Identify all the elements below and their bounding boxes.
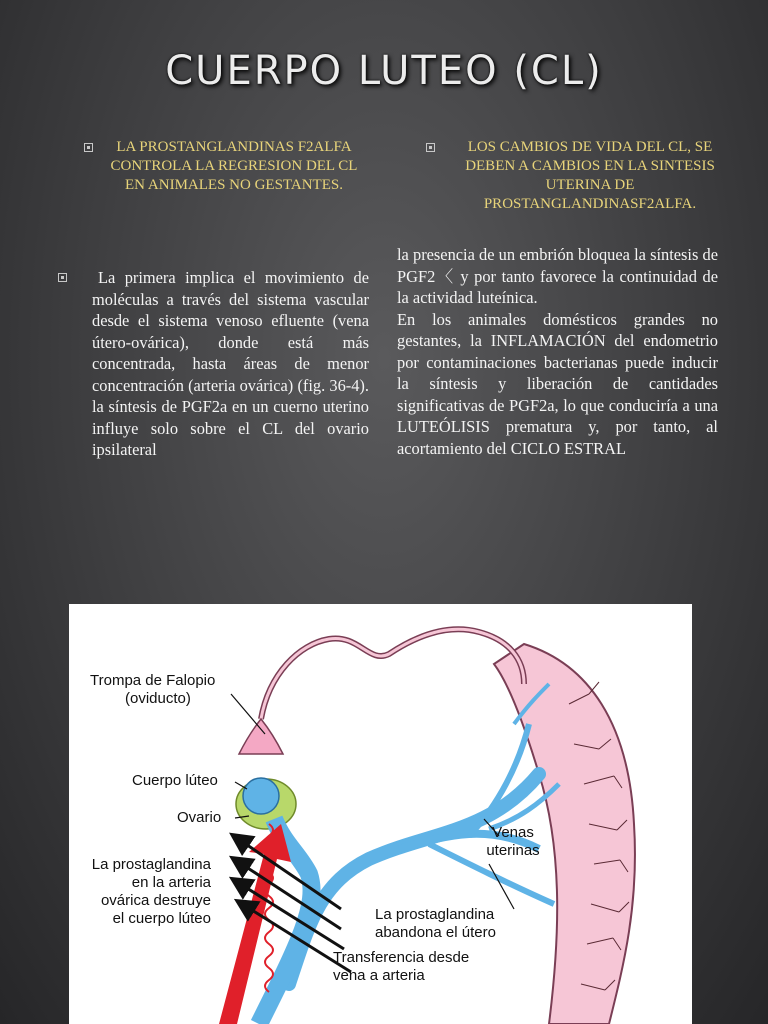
label-venas-line2: uterinas xyxy=(486,842,540,859)
label-abandona-line1: La prostaglandina xyxy=(375,906,495,923)
label-prosta-line1: La prostaglandina xyxy=(91,856,211,873)
label-ovario: Ovario xyxy=(177,809,222,826)
right-paragraph xyxy=(397,244,718,459)
label-abandona-utero xyxy=(375,906,496,942)
right-paragraph-1: la presencia de un embrión bloquea la síntesis de PGF2〈 y por tanto favorece la continuidad de la actividad luteínica. xyxy=(397,245,718,307)
slide-title: CUERPO LUTEO (CL) xyxy=(165,48,603,94)
label-prosta-line3: ovárica destruye xyxy=(100,892,211,909)
left-paragraph: La primera implica el movimiento de moléculas a través del sistema vascular desde el sistema venoso efluente (vena útero-ovárica), donde está más concentrada, hasta áreas de menor concentración (arteria ovárica) (fig. 36-4). la síntesis de PGF2a en un cuerno uterino influye solo sobre el CL del ovario ipsilateral xyxy=(92,268,369,459)
label-venas-uterinas xyxy=(478,824,548,860)
bullet-right-text: LOS CAMBIOS DE VIDA DEL CL, SE DEBEN A CAMBIOS EN LA SINTESIS UTERINA DE PROSTANGLANDINASF2ALFA. xyxy=(465,139,715,212)
right-paragraph-2: En los animales domésticos grandes no gestantes, la INFLAMACIÓN del endometrio por contaminaciones bacterianas puede inducir la síntesis y liberación de cantidades significativas de PGF2a, lo que conduciría a una LUTEÓLISIS prematura y, por tanto, al acortamiento del CICLO ESTRAL xyxy=(397,309,718,458)
corpus-luteum-shape xyxy=(243,778,279,814)
bullet-left-text: LA PROSTANGLANDINAS F2ALFA CONTROLA LA REGRESION DEL CL EN ANIMALES NO GESTANTES. xyxy=(110,139,358,193)
label-trompa xyxy=(90,672,215,708)
oviduct xyxy=(261,629,524,719)
label-venas-line1: Venas xyxy=(492,824,534,841)
label-transferencia xyxy=(333,949,469,985)
label-cuerpo-luteo: Cuerpo lúteo xyxy=(132,772,218,789)
label-transferencia-line2: vena a arteria xyxy=(333,967,425,984)
reproductive-diagram xyxy=(69,604,692,1024)
label-trompa-line2: (oviducto) xyxy=(125,690,191,707)
bullet-square-icon xyxy=(58,273,67,282)
label-prosta-arteria xyxy=(69,856,211,928)
label-transferencia-line1: Transferencia desde xyxy=(333,949,470,966)
label-trompa-line1: Trompa de Falopio xyxy=(90,672,216,689)
infundibulum xyxy=(239,719,283,754)
label-prosta-line2: en la arteria xyxy=(131,874,211,891)
label-abandona-line2: abandona el útero xyxy=(375,924,496,941)
label-prosta-line4: el cuerpo lúteo xyxy=(112,910,211,927)
bullet-square-icon xyxy=(426,143,435,152)
bullet-square-icon xyxy=(84,143,93,152)
